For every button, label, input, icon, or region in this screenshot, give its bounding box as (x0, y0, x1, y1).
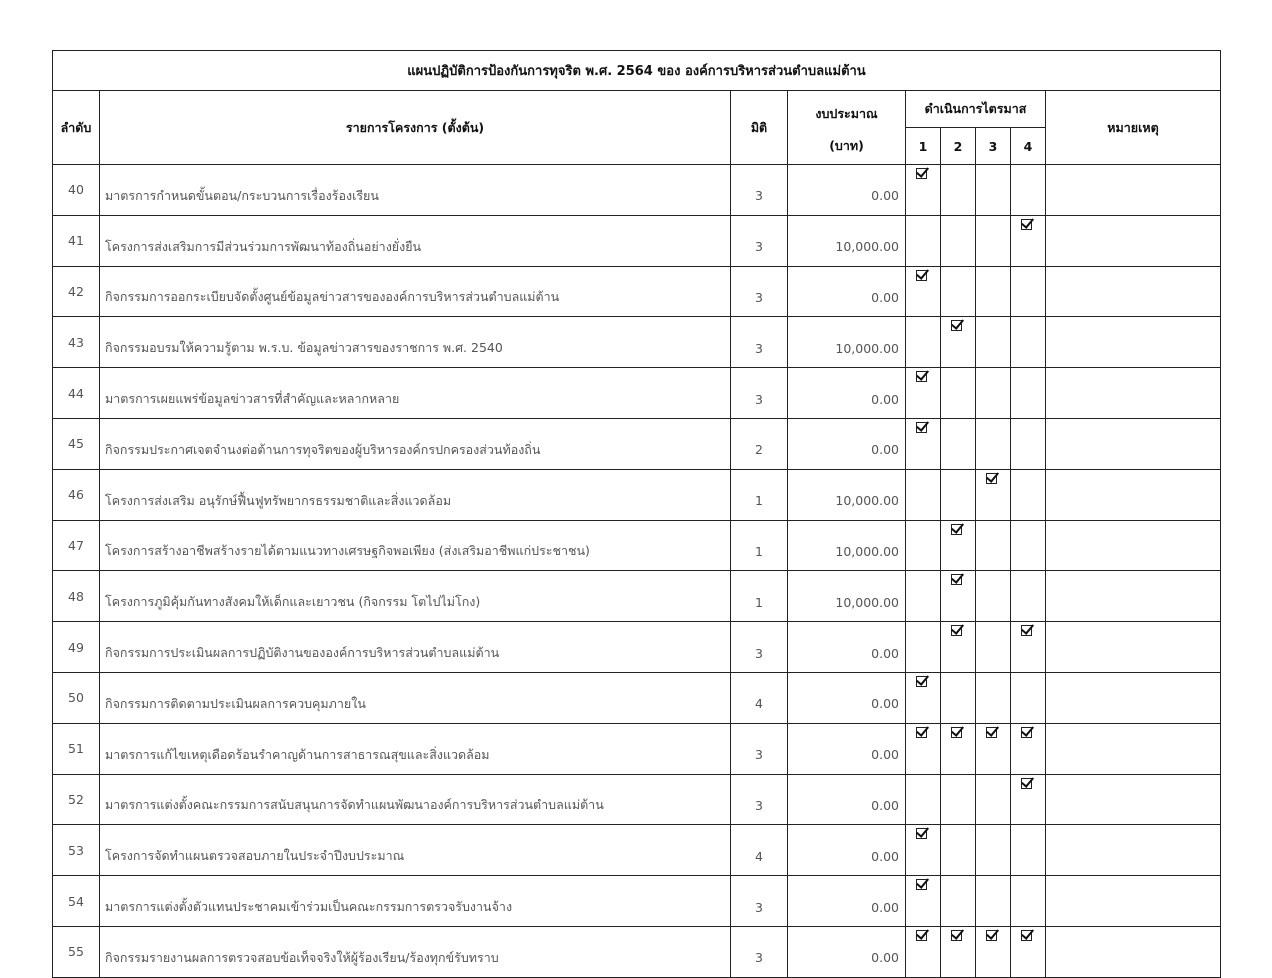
row-quarter-4 (1011, 520, 1046, 571)
row-quarter-1 (906, 317, 941, 368)
row-dimension: 1 (731, 469, 788, 520)
row-quarter-3 (976, 317, 1011, 368)
header-quarter-2: 2 (941, 128, 976, 165)
row-quarter-1 (906, 368, 941, 419)
row-quarter-1 (906, 469, 941, 520)
row-remark (1046, 215, 1221, 266)
row-budget: 0.00 (788, 165, 906, 216)
row-project-name: กิจกรรมรายงานผลการตรวจสอบข้อเท็จจริงให้ผู้ร้องเรียน/ร้องทุกข์รับทราบ (100, 926, 731, 977)
row-quarter-1 (906, 165, 941, 216)
row-quarter-2 (941, 317, 976, 368)
header-quarter-1: 1 (906, 128, 941, 165)
row-budget: 0.00 (788, 622, 906, 673)
row-remark (1046, 571, 1221, 622)
row-seq: 45 (53, 418, 100, 469)
table-row (53, 876, 1221, 927)
header-quarter-4: 4 (1011, 128, 1046, 165)
table-row (53, 825, 1221, 876)
row-quarter-3 (976, 622, 1011, 673)
row-dimension: 3 (731, 876, 788, 927)
row-quarter-3 (976, 215, 1011, 266)
row-quarter-2 (941, 368, 976, 419)
row-quarter-3 (976, 926, 1011, 977)
row-budget: 0.00 (788, 266, 906, 317)
row-quarter-2 (941, 876, 976, 927)
checkbox-checked-icon (951, 524, 962, 535)
row-seq: 54 (53, 876, 100, 927)
table-row (53, 926, 1221, 977)
checkbox-checked-icon (916, 879, 927, 890)
row-dimension: 3 (731, 723, 788, 774)
row-dimension: 3 (731, 774, 788, 825)
header-remark: หมายเหตุ (1046, 91, 1221, 165)
table-row (53, 571, 1221, 622)
checkbox-checked-icon (916, 727, 927, 738)
row-budget: 10,000.00 (788, 520, 906, 571)
row-quarter-1 (906, 215, 941, 266)
row-seq: 41 (53, 215, 100, 266)
row-project-name: มาตรการเผยแพร่ข้อมูลข่าวสารที่สำคัญและหลากหลาย (100, 368, 731, 419)
row-dimension: 2 (731, 418, 788, 469)
row-project-name: กิจกรรมการประเมินผลการปฏิบัติงานขององค์การบริหารส่วนตำบลแม่ต้าน (100, 622, 731, 673)
row-dimension: 4 (731, 672, 788, 723)
row-budget: 10,000.00 (788, 571, 906, 622)
header-budget-top: งบประมาณ (788, 91, 906, 128)
checkbox-checked-icon (1021, 778, 1032, 789)
row-seq: 40 (53, 165, 100, 216)
checkbox-checked-icon (986, 473, 997, 484)
row-remark (1046, 723, 1221, 774)
row-quarter-2 (941, 266, 976, 317)
row-seq: 42 (53, 266, 100, 317)
table-row (53, 165, 1221, 216)
row-budget: 0.00 (788, 926, 906, 977)
row-quarter-4 (1011, 469, 1046, 520)
row-project-name: มาตรการแต่งตั้งตัวแทนประชาคมเข้าร่วมเป็นคณะกรรมการตรวจรับงานจ้าง (100, 876, 731, 927)
row-budget: 0.00 (788, 774, 906, 825)
row-quarter-3 (976, 165, 1011, 216)
header-dimension: มิติ (731, 91, 788, 165)
row-remark (1046, 520, 1221, 571)
row-dimension: 4 (731, 825, 788, 876)
row-project-name: มาตรการแก้ไขเหตุเดือดร้อนรำคาญด้านการสาธารณสุขและสิ่งแวดล้อม (100, 723, 731, 774)
row-seq: 49 (53, 622, 100, 673)
row-quarter-3 (976, 876, 1011, 927)
row-quarter-3 (976, 266, 1011, 317)
table-row (53, 469, 1221, 520)
row-seq: 55 (53, 926, 100, 977)
row-quarter-1 (906, 418, 941, 469)
checkbox-checked-icon (1021, 930, 1032, 941)
row-quarter-1 (906, 926, 941, 977)
row-seq: 44 (53, 368, 100, 419)
row-dimension: 3 (731, 368, 788, 419)
row-quarter-3 (976, 571, 1011, 622)
checkbox-checked-icon (986, 727, 997, 738)
row-dimension: 3 (731, 317, 788, 368)
row-quarter-2 (941, 774, 976, 825)
row-seq: 48 (53, 571, 100, 622)
row-project-name: โครงการส่งเสริมการมีส่วนร่วมการพัฒนาท้องถิ่นอย่างยั่งยืน (100, 215, 731, 266)
row-project-name: กิจกรรมประกาศเจตจำนงต่อต้านการทุจริตของผู้บริหารองค์กรปกครองส่วนท้องถิ่น (100, 418, 731, 469)
document-title: แผนปฏิบัติการป้องกันการทุจริต พ.ศ. 2564 ของ องค์การบริหารส่วนตำบลแม่ต้าน (53, 51, 1221, 91)
row-project-name: กิจกรรมอบรมให้ความรู้ตาม พ.ร.บ. ข้อมูลข่าวสารของราชการ พ.ศ. 2540 (100, 317, 731, 368)
checkbox-checked-icon (951, 930, 962, 941)
table-row (53, 418, 1221, 469)
row-quarter-1 (906, 622, 941, 673)
row-budget: 0.00 (788, 368, 906, 419)
checkbox-checked-icon (916, 168, 927, 179)
row-quarter-3 (976, 723, 1011, 774)
row-remark (1046, 672, 1221, 723)
checkbox-checked-icon (916, 371, 927, 382)
row-quarter-3 (976, 825, 1011, 876)
header-budget-bottom: (บาท) (788, 128, 906, 165)
checkbox-checked-icon (916, 828, 927, 839)
row-quarter-4 (1011, 317, 1046, 368)
row-quarter-3 (976, 469, 1011, 520)
row-remark (1046, 418, 1221, 469)
row-remark (1046, 926, 1221, 977)
row-remark (1046, 165, 1221, 216)
table-row (53, 672, 1221, 723)
table-row (53, 520, 1221, 571)
row-quarter-4 (1011, 723, 1046, 774)
table-row (53, 215, 1221, 266)
table-row (53, 622, 1221, 673)
row-quarter-1 (906, 723, 941, 774)
row-remark (1046, 317, 1221, 368)
row-quarter-4 (1011, 672, 1046, 723)
row-quarter-2 (941, 165, 976, 216)
row-quarter-3 (976, 672, 1011, 723)
row-quarter-2 (941, 926, 976, 977)
checkbox-checked-icon (951, 625, 962, 636)
checkbox-checked-icon (951, 727, 962, 738)
row-quarter-4 (1011, 622, 1046, 673)
table-row (53, 368, 1221, 419)
table-row (53, 774, 1221, 825)
row-budget: 0.00 (788, 825, 906, 876)
row-quarter-4 (1011, 825, 1046, 876)
row-quarter-4 (1011, 876, 1046, 927)
row-quarter-4 (1011, 215, 1046, 266)
table-row (53, 317, 1221, 368)
row-budget: 10,000.00 (788, 317, 906, 368)
header-seq: ลำดับ (53, 91, 100, 165)
row-seq: 51 (53, 723, 100, 774)
row-quarter-2 (941, 571, 976, 622)
row-seq: 53 (53, 825, 100, 876)
row-budget: 0.00 (788, 876, 906, 927)
row-seq: 52 (53, 774, 100, 825)
checkbox-checked-icon (916, 270, 927, 281)
row-project-name: มาตรการกำหนดขั้นตอน/กระบวนการเรื่องร้องเรียน (100, 165, 731, 216)
row-seq: 43 (53, 317, 100, 368)
header-quarters-group: ดำเนินการไตรมาส (906, 91, 1046, 128)
checkbox-checked-icon (916, 930, 927, 941)
row-project-name: มาตรการแต่งตั้งคณะกรรมการสนับสนุนการจัดทำแผนพัฒนาองค์การบริหารส่วนตำบลแม่ต้าน (100, 774, 731, 825)
row-quarter-2 (941, 418, 976, 469)
row-quarter-4 (1011, 926, 1046, 977)
row-quarter-4 (1011, 368, 1046, 419)
row-remark (1046, 876, 1221, 927)
row-project-name: โครงการส่งเสริม อนุรักษ์ฟื้นฟูทรัพยากรธรรมชาติและสิ่งแวดล้อม (100, 469, 731, 520)
row-quarter-1 (906, 876, 941, 927)
row-remark (1046, 622, 1221, 673)
row-quarter-3 (976, 520, 1011, 571)
anti-corruption-plan-table (52, 50, 1221, 978)
table-row (53, 723, 1221, 774)
row-dimension: 3 (731, 215, 788, 266)
row-budget: 10,000.00 (788, 469, 906, 520)
row-seq: 50 (53, 672, 100, 723)
row-project-name: กิจกรรมการออกระเบียบจัดตั้งศูนย์ข้อมูลข่าวสารขององค์การบริหารส่วนตำบลแม่ต้าน (100, 266, 731, 317)
row-dimension: 1 (731, 520, 788, 571)
table-body (53, 165, 1221, 978)
row-quarter-1 (906, 774, 941, 825)
row-project-name: กิจกรรมการติดตามประเมินผลการควบคุมภายใน (100, 672, 731, 723)
row-quarter-1 (906, 672, 941, 723)
row-quarter-4 (1011, 266, 1046, 317)
checkbox-checked-icon (951, 320, 962, 331)
row-quarter-4 (1011, 774, 1046, 825)
row-quarter-2 (941, 520, 976, 571)
checkbox-checked-icon (986, 930, 997, 941)
row-quarter-2 (941, 723, 976, 774)
row-seq: 46 (53, 469, 100, 520)
checkbox-checked-icon (1021, 219, 1032, 230)
row-dimension: 3 (731, 266, 788, 317)
row-remark (1046, 825, 1221, 876)
row-dimension: 3 (731, 165, 788, 216)
row-quarter-3 (976, 418, 1011, 469)
row-quarter-2 (941, 469, 976, 520)
row-quarter-2 (941, 622, 976, 673)
row-dimension: 3 (731, 926, 788, 977)
row-project-name: โครงการจัดทำแผนตรวจสอบภายในประจำปีงบประมาณ (100, 825, 731, 876)
table-row (53, 266, 1221, 317)
row-quarter-3 (976, 368, 1011, 419)
row-seq: 47 (53, 520, 100, 571)
row-quarter-1 (906, 825, 941, 876)
row-dimension: 3 (731, 622, 788, 673)
checkbox-checked-icon (951, 574, 962, 585)
row-remark (1046, 774, 1221, 825)
checkbox-checked-icon (1021, 625, 1032, 636)
row-budget: 0.00 (788, 418, 906, 469)
row-budget: 10,000.00 (788, 215, 906, 266)
row-remark (1046, 266, 1221, 317)
checkbox-checked-icon (1021, 727, 1032, 738)
row-quarter-2 (941, 215, 976, 266)
row-quarter-2 (941, 672, 976, 723)
row-quarter-1 (906, 571, 941, 622)
row-quarter-2 (941, 825, 976, 876)
row-dimension: 1 (731, 571, 788, 622)
header-quarter-3: 3 (976, 128, 1011, 165)
row-quarter-1 (906, 266, 941, 317)
row-remark (1046, 469, 1221, 520)
row-project-name: โครงการภูมิคุ้มกันทางสังคมให้เด็กและเยาวชน (กิจกรรม โตไปไม่โกง) (100, 571, 731, 622)
row-quarter-4 (1011, 165, 1046, 216)
header-project: รายการโครงการ (ตั้งต้น) (100, 91, 731, 165)
row-quarter-4 (1011, 571, 1046, 622)
row-budget: 0.00 (788, 672, 906, 723)
row-project-name: โครงการสร้างอาชีพสร้างรายได้ตามแนวทางเศรษฐกิจพอเพียง (ส่งเสริมอาชีพแก่ประชาชน) (100, 520, 731, 571)
checkbox-checked-icon (916, 676, 927, 687)
row-quarter-1 (906, 520, 941, 571)
row-quarter-3 (976, 774, 1011, 825)
row-remark (1046, 368, 1221, 419)
row-budget: 0.00 (788, 723, 906, 774)
checkbox-checked-icon (916, 422, 927, 433)
row-quarter-4 (1011, 418, 1046, 469)
